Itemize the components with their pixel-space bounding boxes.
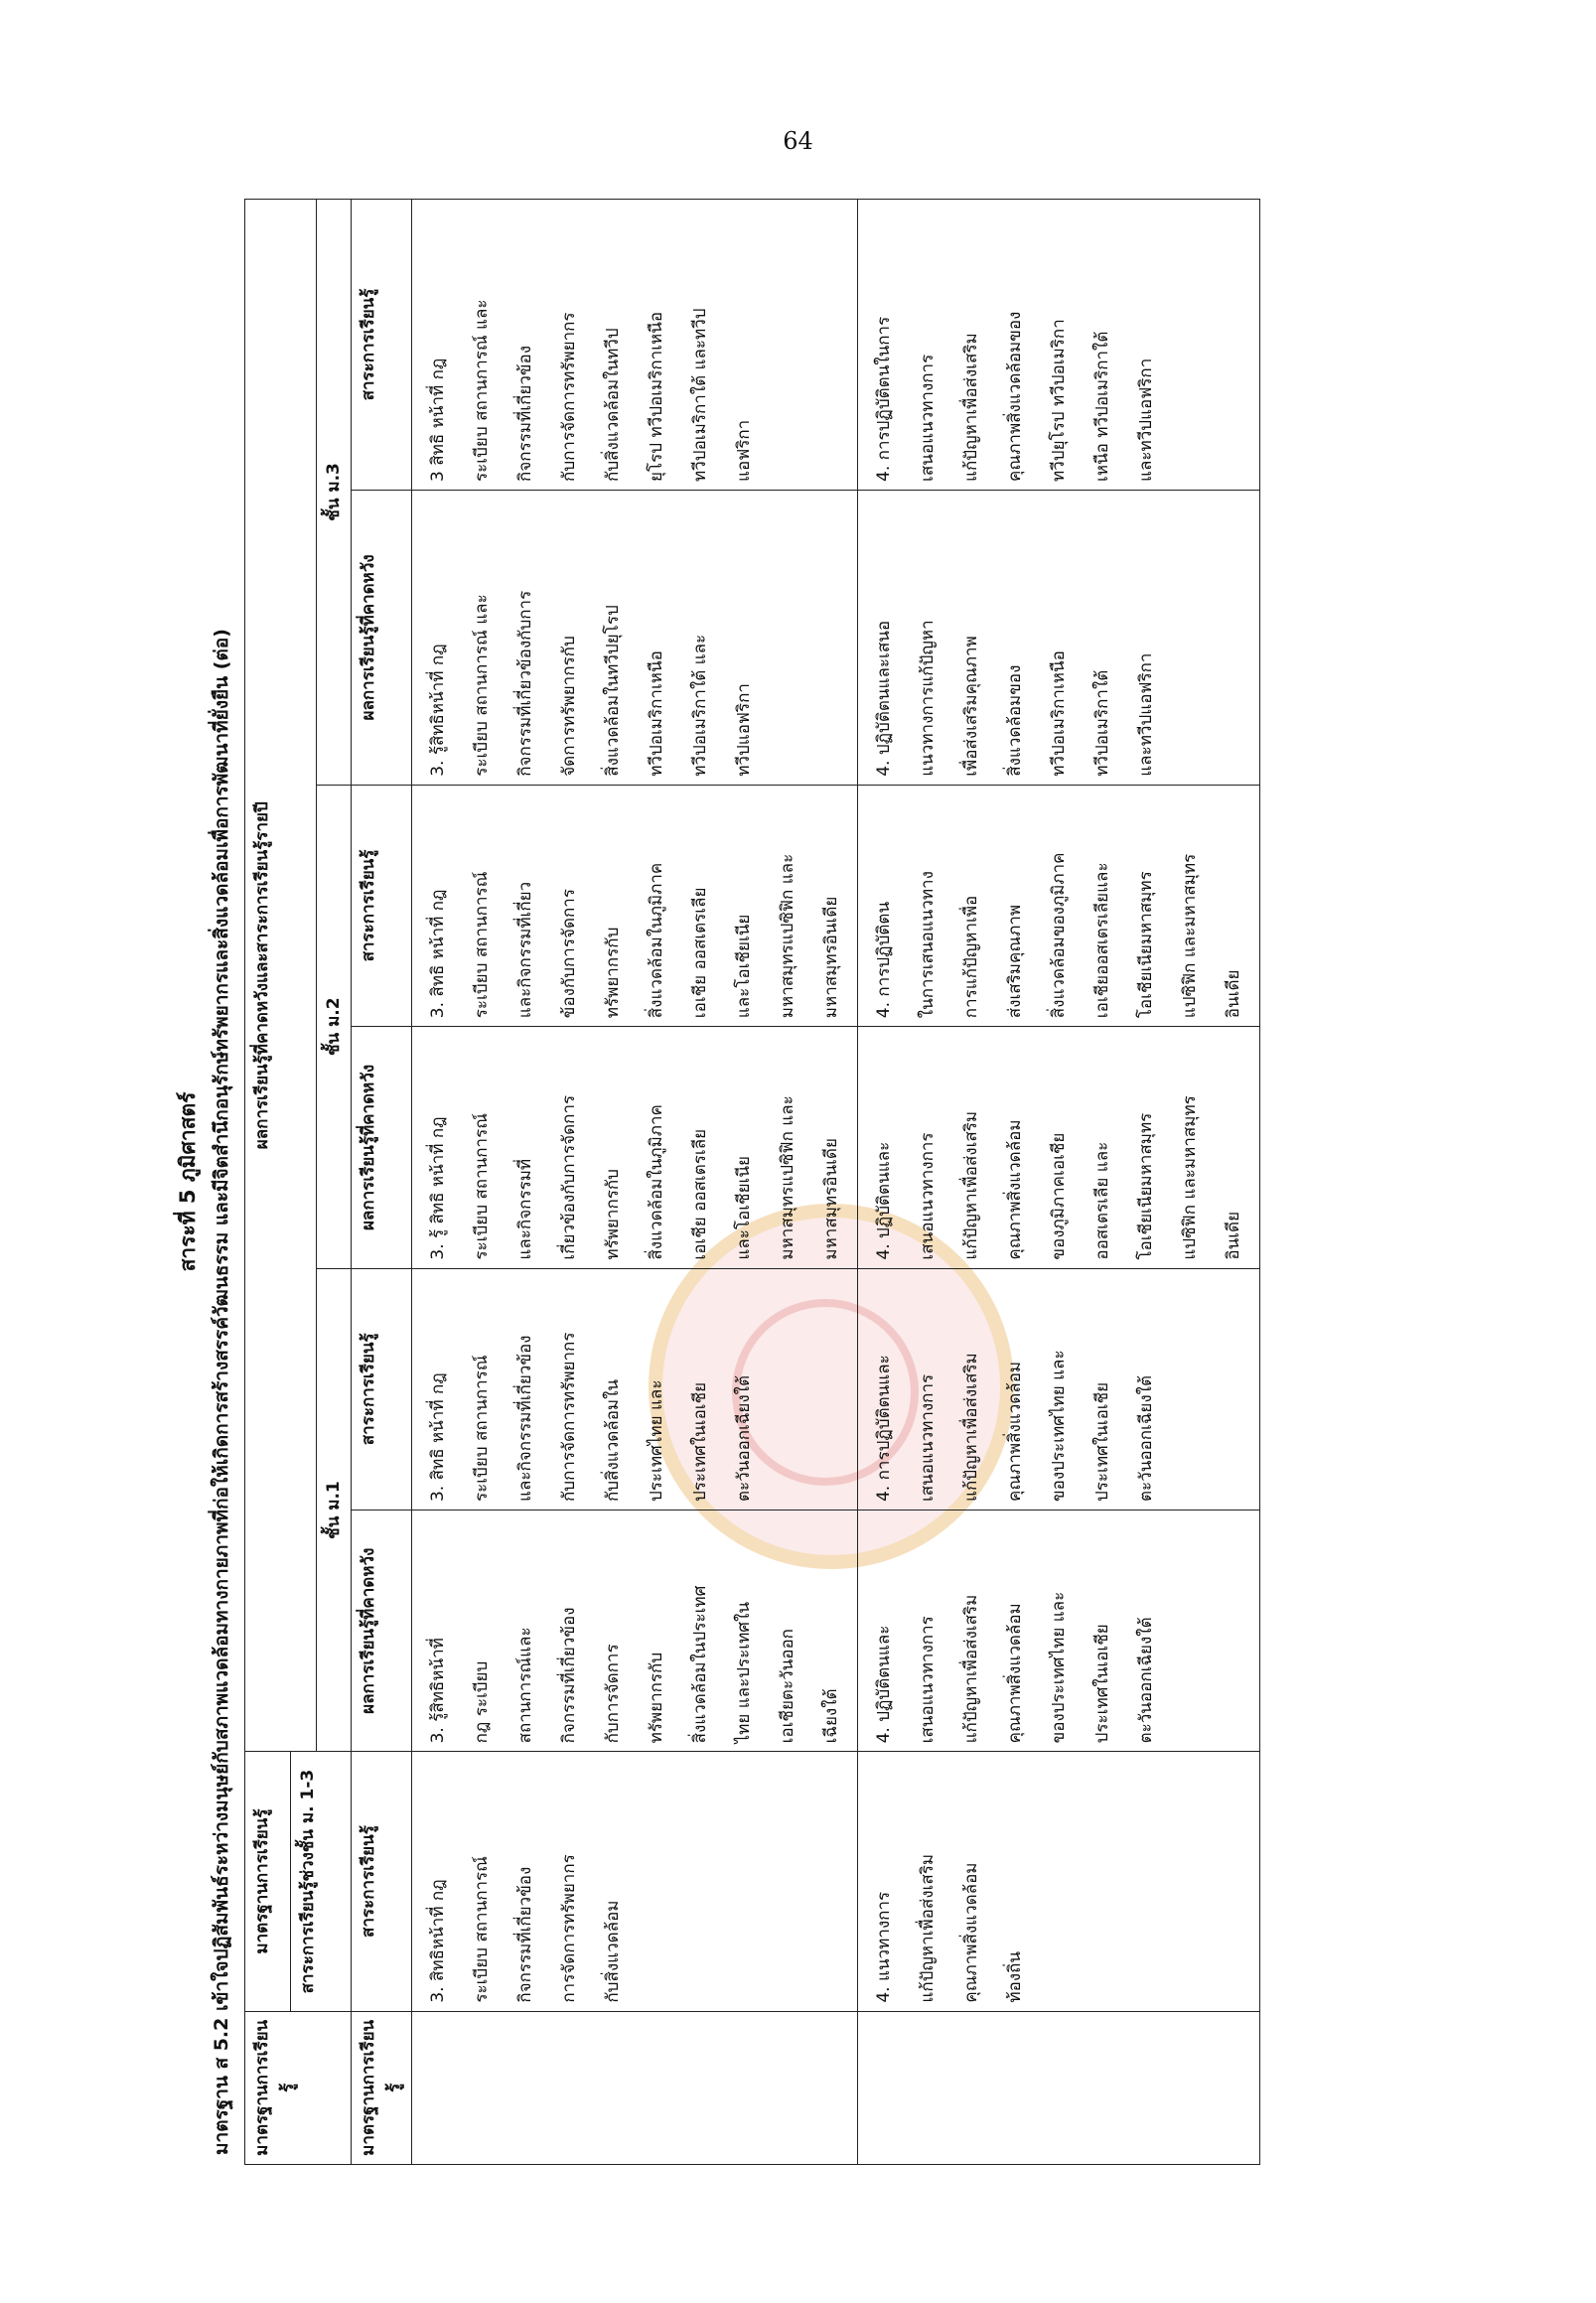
header-annual: ผลการเรียนรู้ที่คาดหวังและสาระการเรียนรู้รายปี xyxy=(245,200,317,1752)
cell-m3-content: 4. การปฏิบัติตนในการ เสนอแนวทางการ แก้ปัญหาเพื่อส่งเสริม คุณภาพสิ่งแวดล้อมของ ทวีปยุโรป ทวีปอเมริกา เหนือ ทวีปอเมริกาใต้ และทวีปแอฟริกา xyxy=(858,200,1260,491)
page-number: 64 xyxy=(783,127,813,155)
cell-standard xyxy=(412,2011,858,2164)
header-column-standard: มาตรฐานการเรียนรู้ xyxy=(352,2011,412,2164)
cell-m2-content: 3. สิทธิ หน้าที่ กฎ ระเบียบ สถานการณ์ และกิจกรรมที่เกี่ยว ข้องกับการจัดการ ทรัพยากรกับ สิ่งแวดล้อมในภูมิภาค เอเชีย ออสเตรเลีย และโอเชียเนีย มหาสมุทรแปซิฟิก และ มหาสมุทรอินเดีย xyxy=(412,785,858,1026)
cell-core-content: 3. สิทธิหน้าที่ กฎ ระเบียบ สถานการณ์ กิจกรรมที่เกี่ยวข้อง การจัดการทรัพยากร กับสิ่งแวดล้อม xyxy=(412,1752,858,2011)
standard-title: มาตรฐาน ส 5.2 เข้าใจปฏิสัมพันธ์ระหว่างมนุษย์กับสภาพแวดล้อมทางกายภาพที่ก่อให้เกิดการสร้างสรรค์วัฒนธรรม และมีจิตสำนึกอนุรักษ์ทรัพยากรและสิ่งแวดล้อมเพื่อการพัฒนาที่ยั่งยืน (ต่อ) xyxy=(211,629,232,2155)
cell-m3-expected: 3. รู้สิทธิหน้าที่ กฎ ระเบียบ สถานการณ์ และ กิจกรรมที่เกี่ยวข้องกับการ จัดการทรัพยากรกับ สิ่งแวดล้อมในทวีปยุโรป ทวีปอเมริกาเหนือ ทวีปอเมริกาใต้ และ ทวีปแอฟริกา xyxy=(412,490,858,785)
header-core-range: สาระการเรียนรู้ช่วงชั้น ม. 1-3 xyxy=(291,1752,352,2011)
table-row xyxy=(858,200,1260,2165)
header-column-m3-expected: ผลการเรียนรู้ที่คาดหวัง xyxy=(352,490,412,785)
header-grade-m1: ชั้น ม.1 xyxy=(317,1268,352,1752)
header-column-m2-expected: ผลการเรียนรู้ที่คาดหวัง xyxy=(352,1027,412,1268)
curriculum-table xyxy=(244,199,1260,2165)
cell-m2-expected: 3. รู้ สิทธิ หน้าที่ กฎ ระเบียบ สถานการณ์ และกิจกรรมที่ เกี่ยวข้องกับการจัดการ ทรัพยากรกับ สิ่งแวดล้อมในภูมิภาค เอเชีย ออสเตรเลีย และโอเชียเนีย มหาสมุทรแปซิฟิก และ มหาสมุทรอินเดีย xyxy=(412,1027,858,1268)
cell-m1-content: 3. สิทธิ หน้าที่ กฎ ระเบียบ สถานการณ์ และกิจกรรมที่เกี่ยวข้อง กับการจัดการทรัพยากร กับสิ่งแวดล้อมใน ประเทศไทย และ ประเทศในเอเชีย ตะวันออกเฉียงใต้ xyxy=(412,1268,858,1510)
cell-m3-expected: 4. ปฏิบัติตนและเสนอ แนวทางการแก้ปัญหา เพื่อส่งเสริมคุณภาพ สิ่งแวดล้อมของ ทวีปอเมริกาเหนือ ทวีปอเมริกาใต้ และทวีปแอฟริกา xyxy=(858,490,1260,785)
cell-m2-expected: 4. ปฏิบัติตนและ เสนอแนวทางการ แก้ปัญหาเพื่อส่งเสริม คุณภาพสิ่งแวดล้อม ของภูมิภาคเอเชีย ออสเตรเลีย และ โอเชียเนียมหาสมุทร แปซิฟิก และมหาสมุทร อินเดีย xyxy=(858,1027,1260,1268)
header-column-core-content: สาระการเรียนรู้ xyxy=(352,1752,412,2011)
cell-m1-content: 4. การปฏิบัติตนและ เสนอแนวทางการ แก้ปัญหาเพื่อส่งเสริม คุณภาพสิ่งแวดล้อม ของประเทศไทย และ ประเทศในเอเชีย ตะวันออกเฉียงใต้ xyxy=(858,1268,1260,1510)
header-standard: มาตรฐานการเรียนรู้ xyxy=(245,2011,352,2164)
header-grade-m2: ชั้น ม.2 xyxy=(317,785,352,1268)
rotated-page-content xyxy=(172,199,1408,2165)
header-column-m1-content: สาระการเรียนรู้ xyxy=(352,1268,412,1510)
cell-core-content: 4. แนวทางการ แก้ปัญหาเพื่อส่งเสริม คุณภาพสิ่งแวดล้อม ท้องถิ่น xyxy=(858,1752,1260,2011)
cell-m2-content: 4. การปฏิบัติตน ในการเสนอแนวทาง การแก้ปัญหาเพื่อ ส่งเสริมคุณภาพ สิ่งแวดล้อมของภูมิภาค เอเชียออสเตรเลียและ โอเชียเนียมหาสมุทร แปซิฟิก และมหาสมุทร อินเดีย xyxy=(858,785,1260,1026)
subject-title: สาระที่ 5 ภูมิศาสตร์ xyxy=(176,1091,200,1272)
header-column-m3-content: สาระการเรียนรู้ xyxy=(352,200,412,491)
cell-standard xyxy=(858,2011,1260,2164)
header-column-m1-expected: ผลการเรียนรู้ที่คาดหวัง xyxy=(352,1511,412,1752)
cell-m3-content: 3 สิทธิ หน้าที่ กฎ ระเบียบ สถานการณ์ และ กิจกรรมที่เกี่ยวข้อง กับการจัดการทรัพยากร กับสิ่งแวดล้อมในทวีป ยุโรป ทวีปอเมริกาเหนือ ทวีปอเมริกาใต้ และทวีป แอฟริกา xyxy=(412,200,858,491)
cell-m1-expected: 3. รู้สิทธิหน้าที่ กฎ ระเบียบ สถานการณ์และ กิจกรรมที่เกี่ยวข้อง กับการจัดการ ทรัพยากรกับ สิ่งแวดล้อมในประเทศ ไทย และประเทศใน เอเชียตะวันออก เฉียงใต้ xyxy=(412,1511,858,1752)
header-column-m2-content: สาระการเรียนรู้ xyxy=(352,785,412,1026)
header-core-standard: มาตรฐานการเรียนรู้ xyxy=(245,1752,291,2011)
header-grade-m3: ชั้น ม.3 xyxy=(317,200,352,786)
cell-m1-expected: 4. ปฏิบัติตนและ เสนอแนวทางการ แก้ปัญหาเพื่อส่งเสริม คุณภาพสิ่งแวดล้อม ของประเทศไทย และ ประเทศในเอเชีย ตะวันออกเฉียงใต้ xyxy=(858,1511,1260,1752)
table-row xyxy=(412,200,858,2165)
